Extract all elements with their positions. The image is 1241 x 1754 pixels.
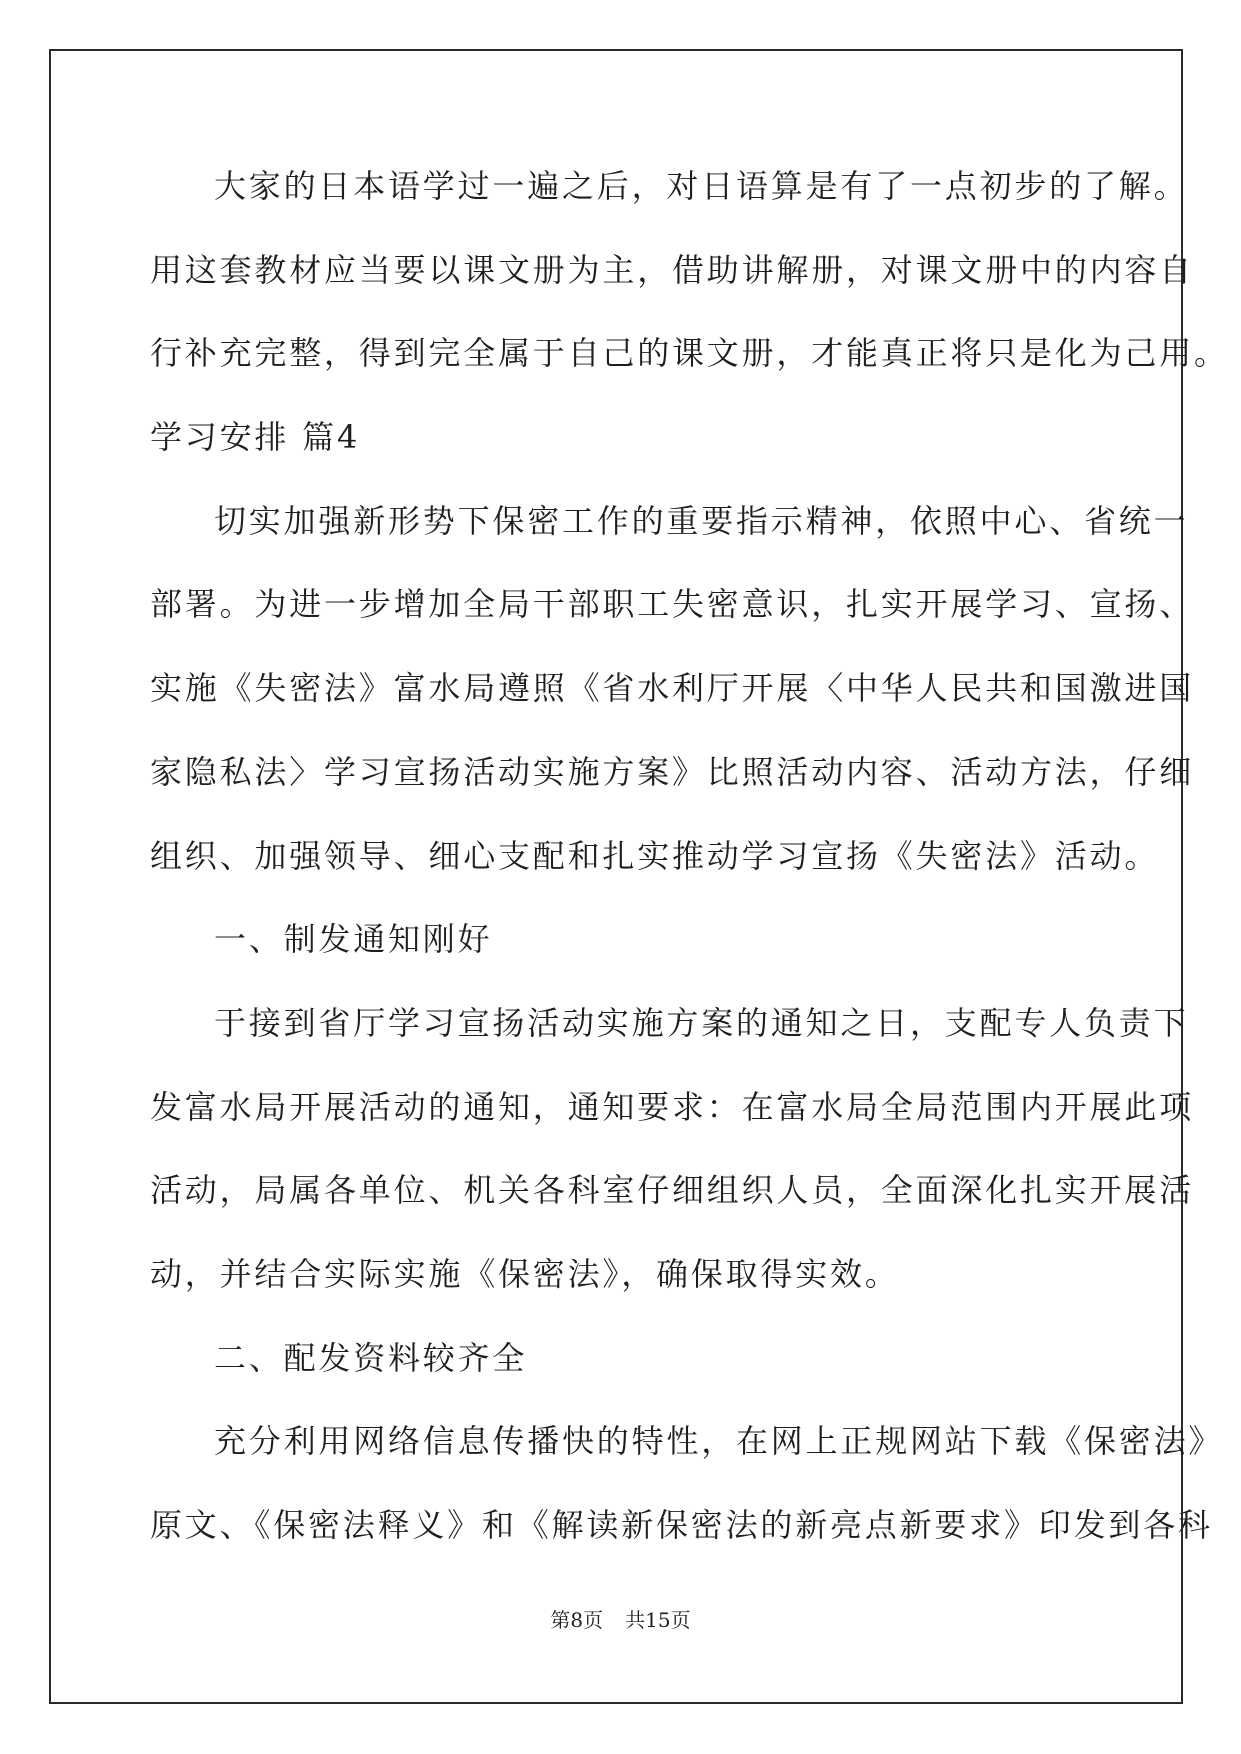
- subsection-heading: 一、制发通知刚好: [214, 920, 493, 959]
- subsection-heading: 二、配发资料较齐全: [214, 1338, 528, 1377]
- paragraph-line: 大家的日本语学过一遍之后，对日语算是有了一点初步的了解。: [214, 167, 1189, 205]
- paragraph-line: 原文、《保密法释义》和《解读新保密法的新亮点新要求》印发到各科: [150, 1506, 1213, 1544]
- paragraph-line: 实施《失密法》富水局遵照《省水利厅开展〈中华人民共和国激进国: [150, 669, 1195, 708]
- page-total: 共15页: [625, 1608, 691, 1632]
- paragraph-line: 充分利用网络信息传播快的特性，在网上正规网站下载《保密法》: [214, 1422, 1224, 1461]
- paragraph-line: 用这套教材应当要以课文册为主，借助讲解册，对课文册中的内容自: [150, 250, 1195, 289]
- paragraph-line: 行补充完整，得到完全属于自己的课文册，才能真正将只是化为己用。: [150, 334, 1229, 373]
- paragraph-line: 发富水局开展活动的通知，通知要求：在富水局全局范围内开展此项: [150, 1087, 1195, 1126]
- paragraph-line: 动，并结合实际实施《保密法》，确保取得实效。: [150, 1254, 900, 1293]
- paragraph-line: 部署。为进一步增加全局干部职工失密意识，扎实开展学习、宣扬、: [150, 585, 1195, 624]
- section-heading: 学习安排 篇4: [150, 418, 361, 457]
- page-footer: [0, 1604, 1241, 1633]
- document-body: [150, 145, 1229, 1568]
- paragraph-line: 切实加强新形势下保密工作的重要指示精神，依照中心、省统一: [214, 501, 1189, 540]
- paragraph-line: 活动，局属各单位、机关各科室仔细组织人员，全面深化扎实开展活: [150, 1171, 1195, 1210]
- paragraph-line: 于接到省厅学习宣扬活动实施方案的通知之日，支配专人负责下: [214, 1003, 1189, 1042]
- paragraph-line: 组织、加强领导、细心支配和扎实推动学习宣扬《失密法》活动。: [150, 836, 1160, 875]
- page-number: 第8页: [550, 1608, 604, 1632]
- paragraph-line: 家隐私法〉学习宣扬活动实施方案》比照活动内容、活动方法，仔细: [150, 752, 1195, 791]
